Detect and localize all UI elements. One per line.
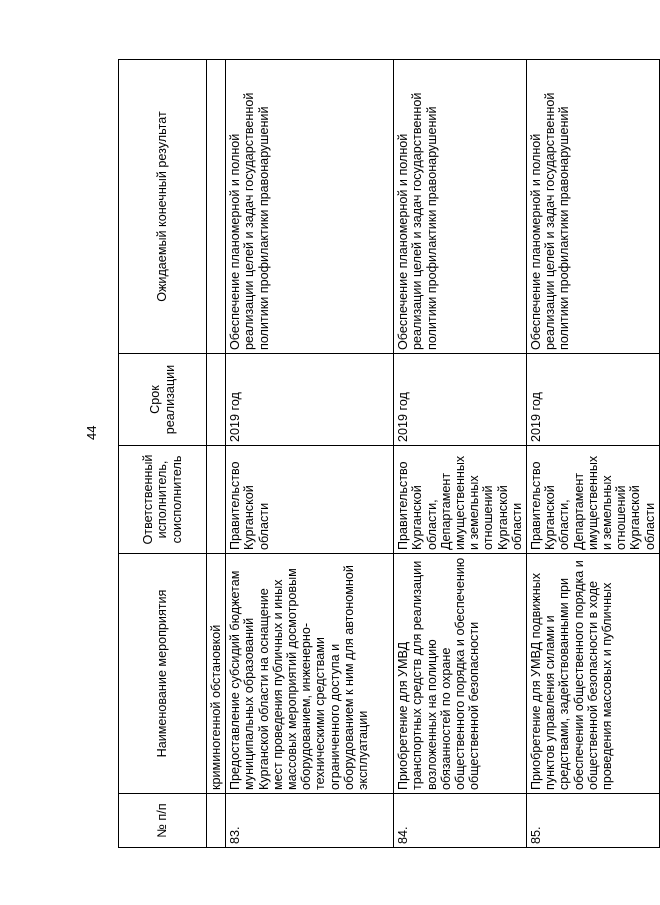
row-term: 2019 год [226, 354, 394, 446]
section-empty-cell [207, 794, 226, 848]
header-name: Наименование мероприятия [119, 554, 207, 794]
row-result: Обеспечение планомерной и полной реализации целей и задач государственной политики профилактики правонарушений [226, 60, 394, 354]
header-num: № п/п [119, 794, 207, 848]
row-executor: Правительство Курганской области [226, 446, 394, 554]
section-empty-cell [207, 354, 226, 446]
page-number: 44 [84, 425, 99, 440]
section-empty-cell [207, 60, 226, 354]
row-result: Обеспечение планомерной и полной реализации целей и задач государственной политики профилактики правонарушений [394, 60, 527, 354]
row-result: Обеспечение планомерной и полной реализации целей и задач государственной политики профилактики правонарушений [527, 60, 660, 354]
row-executor: Правительство Курганской области, Департамент имущественных и земельных отношений Курганской области [527, 446, 660, 554]
row-num: 83. [226, 794, 394, 848]
row-name: Приобретение для УМВД транспортных средств для реализации возложенных на полицию обязанностей по охране общественного порядка и обеспечению общественной безопасности [394, 554, 527, 794]
header-result: Ожидаемый конечный результат [119, 60, 207, 354]
table-header-row [119, 60, 207, 848]
row-name-text: Приобретение для УМВД подвижных пунктов управления силами и средствами, задействованными при обеспечении общественного порядка и общественной безопасности в ходе проведения массовых и публичных [529, 560, 615, 790]
measures-table [118, 59, 660, 848]
row-name [527, 554, 660, 794]
table-row [394, 60, 527, 848]
row-term: 2019 год [527, 354, 660, 446]
row-term: 2019 год [394, 354, 527, 446]
measures-table-rotated [118, 60, 657, 848]
section-row [207, 60, 226, 848]
table-row [527, 60, 660, 848]
table-row [226, 60, 394, 848]
row-name: Предоставление субсидий бюджетам муниципальных образований Курганской области на оснащение мест проведения публичных и иных массовых мероприятий досмотровым оборудованием, инженерно-техническими средствами ограниченного доступа и оборудованием к ним для автономной эксплуатации [226, 554, 394, 794]
header-executor: Ответственный исполнитель, соисполнитель [119, 446, 207, 554]
header-term: Срок реализации [119, 354, 207, 446]
row-executor: Правительство Курганской области, Департамент имущественных и земельных отношений Курганской области [394, 446, 527, 554]
row-num: 85. [527, 794, 660, 848]
row-num: 84. [394, 794, 527, 848]
section-title: криминогенной обстановкой [207, 554, 226, 794]
section-empty-cell [207, 446, 226, 554]
